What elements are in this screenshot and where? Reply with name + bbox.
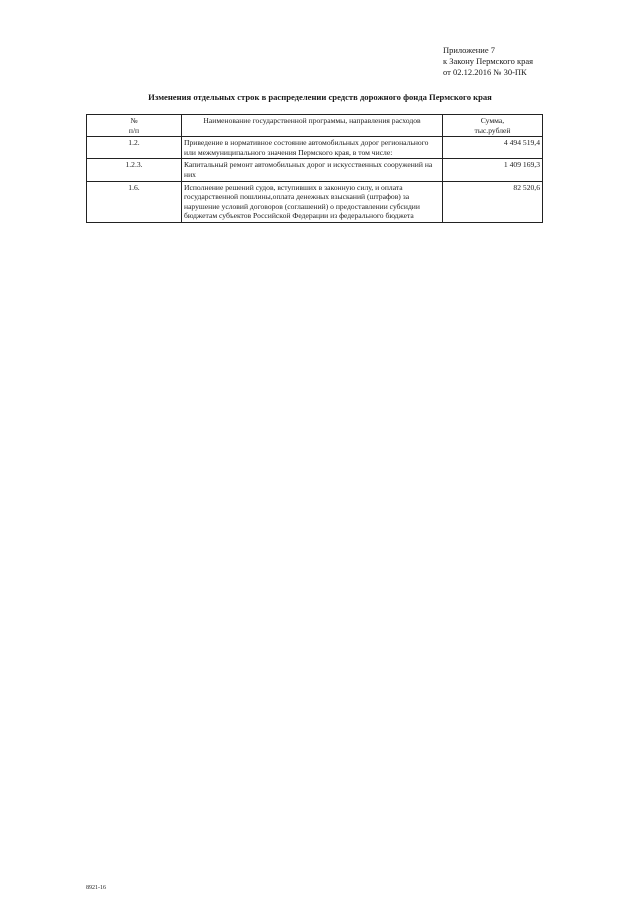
appendix-line-1: Приложение 7 [443, 45, 495, 55]
header-sum-line-2: тыс.рублей [474, 125, 511, 135]
row-sum: 4 494 519,4 [443, 137, 543, 159]
row-number: 1.2.3. [87, 159, 182, 181]
appendix-line-2: к Закону Пермского края [443, 56, 534, 66]
row-name: Приведение в нормативное состояние автомобильных дорог регионального или межмуниципального значения Пермского края, в том числе: [182, 137, 443, 159]
row-sum: 82 520,6 [443, 181, 543, 222]
header-sum [443, 115, 543, 137]
header-sum-line-1: Сумма, [480, 116, 505, 125]
table-row [87, 137, 543, 159]
row-sum: 1 409 169,3 [443, 159, 543, 181]
table-row [87, 159, 543, 181]
changes-table [86, 114, 543, 223]
header-number [87, 115, 182, 137]
header-name: Наименование государственной программы, направления расходов [182, 115, 443, 137]
row-name: Исполнение решений судов, вступивших в законную силу, и оплата государственной пошлины,оплата денежных взысканий (штрафов) за нарушение условий договоров (соглашений) о предоставлении субсидии бюджетам субъектов Российской Федерации из федерального бюджета [182, 181, 443, 222]
appendix-line-3: от 02.12.2016 № 30-ПК [443, 67, 527, 77]
footer-document-code: 8921-16 [86, 885, 106, 891]
row-name: Капитальный ремонт автомобильных дорог и искусственных сооружений на них [182, 159, 443, 181]
header-number-line-2: п/п [128, 125, 140, 135]
row-number: 1.6. [87, 181, 182, 222]
table-row [87, 181, 543, 222]
appendix-reference [443, 45, 533, 78]
table-header-row [87, 115, 543, 137]
row-number: 1.2. [87, 137, 182, 159]
document-title: Изменения отдельных строк в распределении средств дорожного фонда Пермского края [148, 92, 492, 102]
header-number-line-1: № [130, 116, 138, 125]
